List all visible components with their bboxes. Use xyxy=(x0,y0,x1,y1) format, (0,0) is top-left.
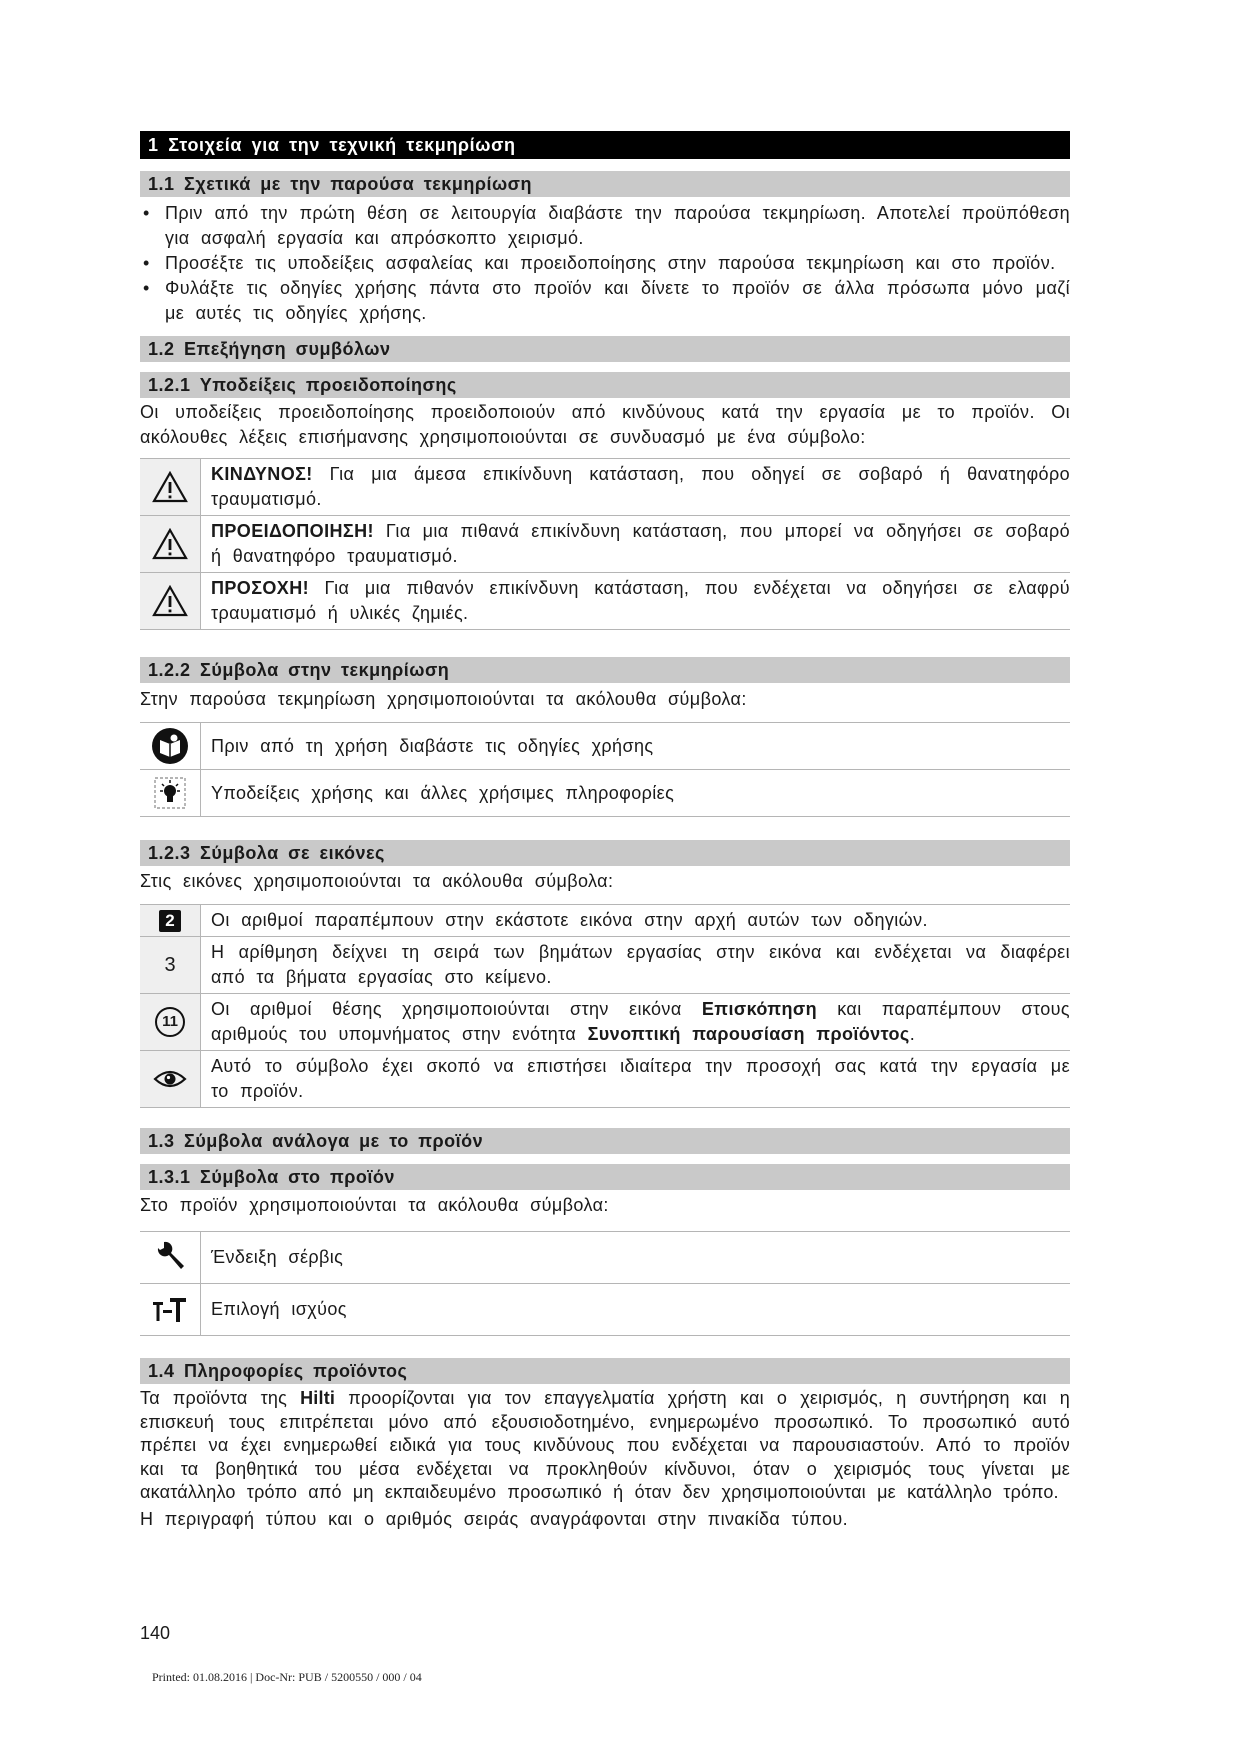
table-row xyxy=(140,459,1070,516)
table-row xyxy=(140,516,1070,573)
warning-text: Για μια πιθανά επικίνδυνη κατάσταση, που μπορεί να οδηγήσει σε σοβαρό ή θανατηφόρο τραυματισμό. xyxy=(211,521,1070,566)
text-run: Τα προϊόντα της xyxy=(140,1388,301,1408)
table-row xyxy=(140,573,1070,630)
warning-text: Για μια άμεσα επικίνδυνη κατάσταση, που οδηγεί σε σοβαρό ή θανατηφόρο τραυματισμό. xyxy=(211,464,1070,509)
heading-1-2-1: 1.2.1 Υποδείξεις προειδοποίησης xyxy=(140,372,1070,398)
heading-1-2: 1.2 Επεξήγηση συμβόλων xyxy=(140,336,1070,362)
table-cell xyxy=(201,994,1071,1051)
page-number: 140 xyxy=(140,1623,171,1643)
signal-word: ΠΡΟΕΙΔΟΠΟΙΗΣΗ! xyxy=(211,521,374,541)
table-cell: Ένδειξη σέρβις xyxy=(201,1232,1071,1284)
signal-word: ΠΡΟΣΟΧΗ! xyxy=(211,578,310,598)
table-row xyxy=(140,937,1070,994)
text-run: και παραπέμπουν στους αριθμούς του υπομνήματος στην ενότητα xyxy=(211,999,1070,1044)
table-row xyxy=(140,770,1070,817)
text-run: προορίζονται για τον επαγγελματία χρήστη και ο χειρισμός, η συντήρηση και η επισκευή τους επιτρέπεται μόνο από εξουσιοδοτημένο, ενημερωμένο προσωπικό. Το προσωπικό αυτό πρέπει να έχει ενημερωθεί ειδικά για τους κινδύνους που ενδέχεται να παρουσιαστούν. Από το προϊόν και τα βοηθητικά του μέσα ενδέχεται να προκληθούν κίνδυνοι, όταν ο χειρισμός τους γίνεται με ακατάλληλο τρόπο από μη εκπαιδευμένο προσωπικό ή όταν δεν χρησιμοποιούνται με κατάλληλο τρόπο. xyxy=(140,1388,1070,1502)
table-cell xyxy=(201,573,1071,630)
table-cell: Υποδείξεις χρήσης και άλλες χρήσιμες πληροφορίες xyxy=(201,770,1071,817)
table-row xyxy=(140,1232,1070,1284)
heading-1-3-1: 1.3.1 Σύμβολα στο προϊόν xyxy=(140,1164,1070,1190)
section-heading-1: 1 Στοιχεία για την τεχνική τεκμηρίωση xyxy=(140,131,1070,159)
lightbulb-info-icon xyxy=(140,770,201,817)
table-row xyxy=(140,723,1070,770)
warning-triangle-icon xyxy=(140,516,201,573)
paragraph: Η περιγραφή τύπου και ο αριθμός σειράς αναγράφονται στην πινακίδα τύπου. xyxy=(140,1508,849,1529)
list-item: • Φυλάξτε τις οδηγίες χρήσης πάντα στο προϊόν και δίνετε το προϊόν σε άλλα πρόσωπα μόνο μαζί με αυτές τις οδηγίες χρήσης. xyxy=(140,276,1070,326)
position-number-label: 11 xyxy=(155,1007,185,1037)
table-row xyxy=(140,1284,1070,1336)
table-cell xyxy=(201,516,1071,573)
figure-number-label: 2 xyxy=(159,910,181,932)
bold-term: Συνοπτική παρουσίαση προϊόντος xyxy=(587,1024,910,1044)
table-cell: Πριν από τη χρήση διαβάστε τις οδηγίες χρήσης xyxy=(201,723,1071,770)
table-cell: Αυτό το σύμβολο έχει σκοπό να επιστήσει ιδιαίτερα την προσοχή σας κατά την εργασία με το προϊόν. xyxy=(201,1051,1071,1108)
heading-1-2-3: 1.2.3 Σύμβολα σε εικόνες xyxy=(140,840,1070,866)
table-cell: Η αρίθμηση δείχνει τη σειρά των βημάτων εργασίας στην εικόνα και ενδέχεται να διαφέρει από τα βήματα εργασίας στο κείμενο. xyxy=(201,937,1071,994)
power-select-icon xyxy=(140,1284,201,1336)
table-cell: Οι αριθμοί παραπέμπουν στην εκάστοτε εικόνα στην αρχή αυτών των οδηγιών. xyxy=(201,905,1071,937)
paragraph: Στην παρούσα τεκμηρίωση χρησιμοποιούνται τα ακόλουθα σύμβολα: xyxy=(140,689,747,709)
brand-name: Hilti xyxy=(300,1388,336,1408)
product-symbols-table xyxy=(140,1231,1070,1336)
text-run: . xyxy=(909,1024,916,1044)
doc-symbols-table xyxy=(140,722,1070,817)
list-item: • Προσέξτε τις υποδείξεις ασφαλείας και προειδοποίησης στην παρούσα τεκμηρίωση και στο προϊόν. xyxy=(140,251,1070,276)
warning-triangle-icon xyxy=(140,459,201,516)
table-row xyxy=(140,994,1070,1051)
eye-icon xyxy=(140,1051,201,1108)
step-number-icon xyxy=(140,937,201,994)
table-cell: Επιλογή ισχύος xyxy=(201,1284,1071,1336)
document-page xyxy=(140,131,1070,1532)
signal-word: ΚΙΝΔΥΝΟΣ! xyxy=(211,464,313,484)
list-item: • Πριν από την πρώτη θέση σε λειτουργία διαβάστε την παρούσα τεκμηρίωση. Αποτελεί προϋπόθεση για ασφαλή εργασία και απρόσκοπτο χειρισμό. xyxy=(140,201,1070,251)
paragraph: Στο προϊόν χρησιμοποιούνται τα ακόλουθα σύμβολα: xyxy=(140,1195,609,1215)
paragraph xyxy=(140,1387,1070,1505)
heading-1-3: 1.3 Σύμβολα ανάλογα με το προϊόν xyxy=(140,1128,1070,1154)
warning-text: Για μια πιθανόν επικίνδυνη κατάσταση, που ενδέχεται να οδηγήσει σε ελαφρύ τραυματισμό ή υλικές ζημιές. xyxy=(211,578,1070,623)
figure-symbols-table xyxy=(140,904,1070,1108)
step-number-label: 3 xyxy=(164,953,176,976)
heading-1-1: 1.1 Σχετικά με την παρούσα τεκμηρίωση xyxy=(140,171,1070,197)
print-info: Printed: 01.08.2016 | Doc-Nr: PUB / 5200550 / 000 / 04 xyxy=(152,1670,422,1684)
bullet-list xyxy=(140,201,1070,326)
wrench-icon xyxy=(140,1232,201,1284)
figure-number-icon xyxy=(140,905,201,937)
warning-triangle-icon xyxy=(140,573,201,630)
paragraph: Στις εικόνες χρησιμοποιούνται τα ακόλουθα σύμβολα: xyxy=(140,871,614,891)
text-run: Οι αριθμοί θέσης χρησιμοποιούνται στην εικόνα xyxy=(211,999,702,1019)
table-row xyxy=(140,905,1070,937)
warning-table xyxy=(140,458,1070,630)
read-manual-icon xyxy=(140,723,201,770)
position-number-icon xyxy=(140,994,201,1051)
heading-1-2-2: 1.2.2 Σύμβολα στην τεκμηρίωση xyxy=(140,657,1070,683)
bold-term: Επισκόπηση xyxy=(701,999,817,1019)
paragraph: Οι υποδείξεις προειδοποίησης προειδοποιούν από κινδύνους κατά την εργασία με το προϊόν. Οι ακόλουθες λέξεις επισήμανσης χρησιμοποιούνται σε συνδυασμό με ένα σύμβολο: xyxy=(140,402,1070,447)
heading-1-4: 1.4 Πληροφορίες προϊόντος xyxy=(140,1358,1070,1384)
table-row xyxy=(140,1051,1070,1108)
table-cell xyxy=(201,459,1071,516)
